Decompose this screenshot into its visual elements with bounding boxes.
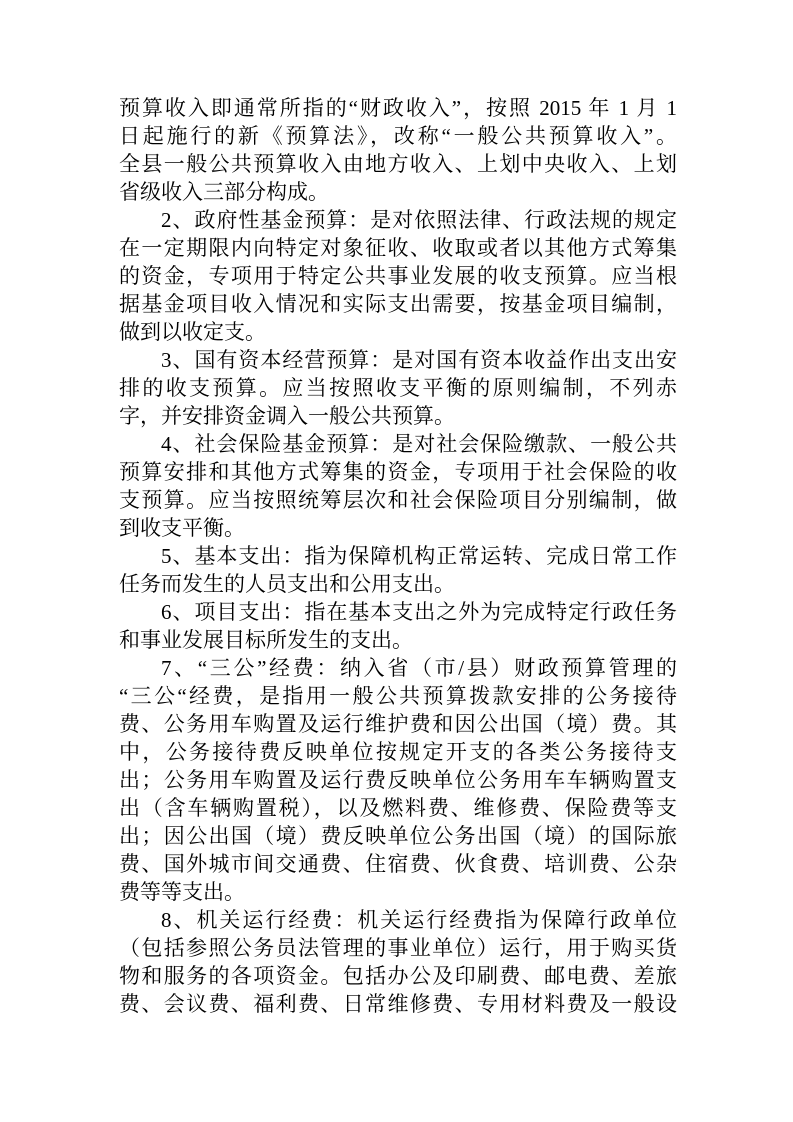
text-line: 4、社会保险基金预算：是对社会保险缴款、一般公共 (161, 432, 677, 456)
text-line: 中，公务接待费反映单位按规定开支的各类公务接待支 (119, 740, 677, 764)
text-line: 日起施行的新《预算法》，改称“一般公共预算收入”。 (119, 124, 677, 148)
text-line: 据基金项目收入情况和实际支出需要，按基金项目编制， (119, 292, 677, 316)
text-line: 字，并安排资金调入一般公共预算。 (119, 404, 455, 428)
text-line: 预算安排和其他方式筹集的资金，专项用于社会保险的收 (119, 460, 677, 484)
text-line: 费、会议费、福利费、日常维修费、专用材料费及一般设 (119, 992, 677, 1016)
text-line: 出；公务用车购置及运行费反映单位公务用车车辆购置支 (119, 768, 677, 792)
text-line: 做到以收定支。 (119, 320, 266, 344)
text-line: 物和服务的各项资金。包括办公及印刷费、邮电费、差旅 (119, 964, 677, 988)
text-line: 任务而发生的人员支出和公用支出。 (119, 572, 455, 596)
text-line: 到收支平衡。 (119, 516, 245, 540)
text-line: 费、国外城市间交通费、住宿费、伙食费、培训费、公杂 (119, 852, 677, 876)
text-line: 全县一般公共预算收入由地方收入、上划中央收入、上划 (119, 152, 677, 176)
text-line: 8、机关运行经费：机关运行经费指为保障行政单位 (161, 908, 677, 932)
text-line: 支预算。应当按照统筹层次和社会保险项目分别编制，做 (119, 488, 677, 512)
text-line: 排的收支预算。应当按照收支平衡的原则编制，不列赤 (119, 376, 677, 400)
document-text (119, 94, 677, 1018)
text-line: 出；因公出国（境）费反映单位公务出国（境）的国际旅 (119, 824, 677, 848)
text-line: 费、公务用车购置及运行维护费和因公出国（境）费。其 (119, 712, 677, 736)
text-line: 7、“三公”经费：纳入省（市/县）财政预算管理的 (161, 656, 677, 680)
text-line: 和事业发展目标所发生的支出。 (119, 628, 413, 652)
text-line: 3、国有资本经营预算：是对国有资本收益作出支出安 (161, 348, 677, 372)
text-line: 2、政府性基金预算：是对依照法律、行政法规的规定 (161, 208, 677, 232)
text-line: 出（含车辆购置税），以及燃料费、维修费、保险费等支 (119, 796, 677, 820)
text-line: “三公“经费，是指用一般公共预算拨款安排的公务接待 (119, 684, 677, 708)
text-line: 5、基本支出：指为保障机构正常运转、完成日常工作 (161, 544, 677, 568)
text-line: （包括参照公务员法管理的事业单位）运行，用于购买货 (119, 936, 677, 960)
text-line: 在一定期限内向特定对象征收、收取或者以其他方式筹集 (119, 236, 677, 260)
text-line: 的资金，专项用于特定公共事业发展的收支预算。应当根 (119, 264, 677, 288)
text-line: 省级收入三部分构成。 (119, 180, 329, 204)
text-line: 费等等支出。 (119, 880, 245, 904)
text-line: 6、项目支出：指在基本支出之外为完成特定行政任务 (161, 600, 677, 624)
text-line: 预算收入即通常所指的“财政收入”，按照 2015 年 1 月 1 (119, 96, 677, 120)
